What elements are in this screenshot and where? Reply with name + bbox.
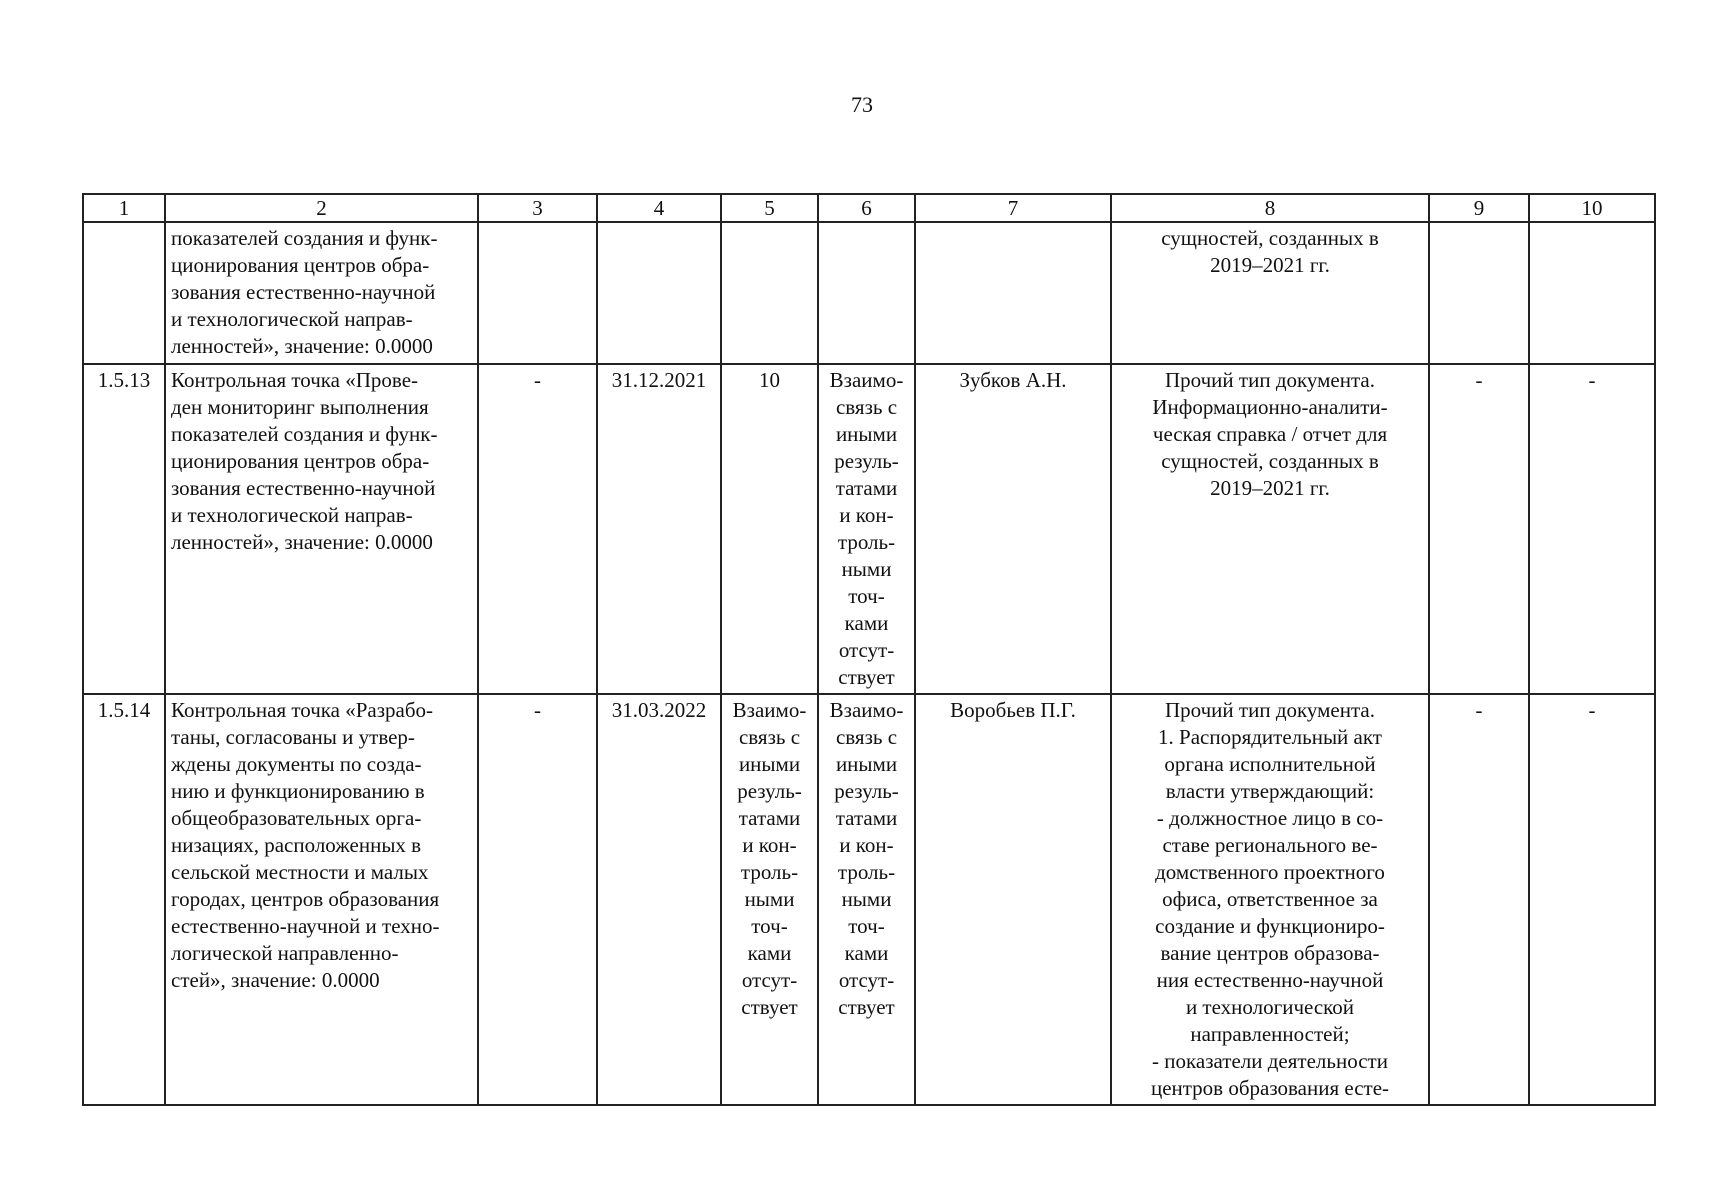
column-header: 9 xyxy=(1429,194,1529,222)
column-header: 6 xyxy=(818,194,915,222)
cell-document-type: Прочий тип документа. 1. Распорядительный акт органа исполнительной власти утверждающий: - должностное лицо в со- ставе регионального ве- домственного проектного офиса, ответственное за создание и функциониро- вание центров образова- ния естественно-научной и технологической направленностей; - показатели деятельности центров образования есте- xyxy=(1111,694,1429,1105)
cell-document-type: Прочий тип документа. Информационно-аналити- ческая справка / отчет для сущностей, созданных в 2019–2021 гг. xyxy=(1111,364,1429,694)
cell-col3: - xyxy=(478,364,597,694)
cell-col9 xyxy=(1429,222,1529,364)
column-header: 5 xyxy=(721,194,818,222)
table-row xyxy=(83,222,1655,364)
cell-col6: Взаимо- связь с иными резуль- татами и кон- троль- ными точ- ками отсут- ствует xyxy=(818,694,915,1105)
column-header: 7 xyxy=(915,194,1111,222)
cell-date xyxy=(597,222,721,364)
cell-document-type: сущностей, созданных в 2019–2021 гг. xyxy=(1111,222,1429,364)
cell-col5: 10 xyxy=(721,364,818,694)
cell-number: 1.5.14 xyxy=(83,694,165,1105)
column-header: 3 xyxy=(478,194,597,222)
column-header: 2 xyxy=(165,194,478,222)
column-header: 10 xyxy=(1529,194,1655,222)
cell-col10 xyxy=(1529,222,1655,364)
cell-col3 xyxy=(478,222,597,364)
cell-col3: - xyxy=(478,694,597,1105)
cell-description: Контрольная точка «Разрабо- таны, согласованы и утвер- ждены документы по созда- нию и функционированию в общеобразовательных орга- низациях, расположенных в сельской местности и малых городах, центров образования естественно-научной и техно- логической направленно- стей», значение: 0.0000 xyxy=(165,694,478,1105)
page-number: 73 xyxy=(851,92,873,117)
cell-date: 31.03.2022 xyxy=(597,694,721,1105)
header-row xyxy=(83,194,1655,222)
cell-date: 31.12.2021 xyxy=(597,364,721,694)
column-header: 1 xyxy=(83,194,165,222)
cell-col10: - xyxy=(1529,364,1655,694)
cell-col6: Взаимо- связь с иными резуль- татами и кон- троль- ными точ- ками отсут- ствует xyxy=(818,364,915,694)
column-header: 4 xyxy=(597,194,721,222)
cell-col5: Взаимо- связь с иными резуль- татами и кон- троль- ными точ- ками отсут- ствует xyxy=(721,694,818,1105)
cell-responsible xyxy=(915,222,1111,364)
cell-number: 1.5.13 xyxy=(83,364,165,694)
cell-responsible: Зубков А.Н. xyxy=(915,364,1111,694)
column-header: 8 xyxy=(1111,194,1429,222)
cell-col6 xyxy=(818,222,915,364)
cell-description: показателей создания и функ- ционирования центров обра- зования естественно-научной и технологической направ- ленностей», значение: 0.0000 xyxy=(165,222,478,364)
cell-responsible: Воробьев П.Г. xyxy=(915,694,1111,1105)
cell-col9: - xyxy=(1429,694,1529,1105)
cell-description: Контрольная точка «Прове- ден мониторинг выполнения показателей создания и функ- ционирования центров обра- зования естественно-научной и технологической направ- ленностей», значение: 0.0000 xyxy=(165,364,478,694)
cell-col5 xyxy=(721,222,818,364)
table-row xyxy=(83,364,1655,694)
cell-col9: - xyxy=(1429,364,1529,694)
document-table xyxy=(82,193,1656,1106)
cell-number xyxy=(83,222,165,364)
table-row xyxy=(83,694,1655,1105)
cell-col10: - xyxy=(1529,694,1655,1105)
